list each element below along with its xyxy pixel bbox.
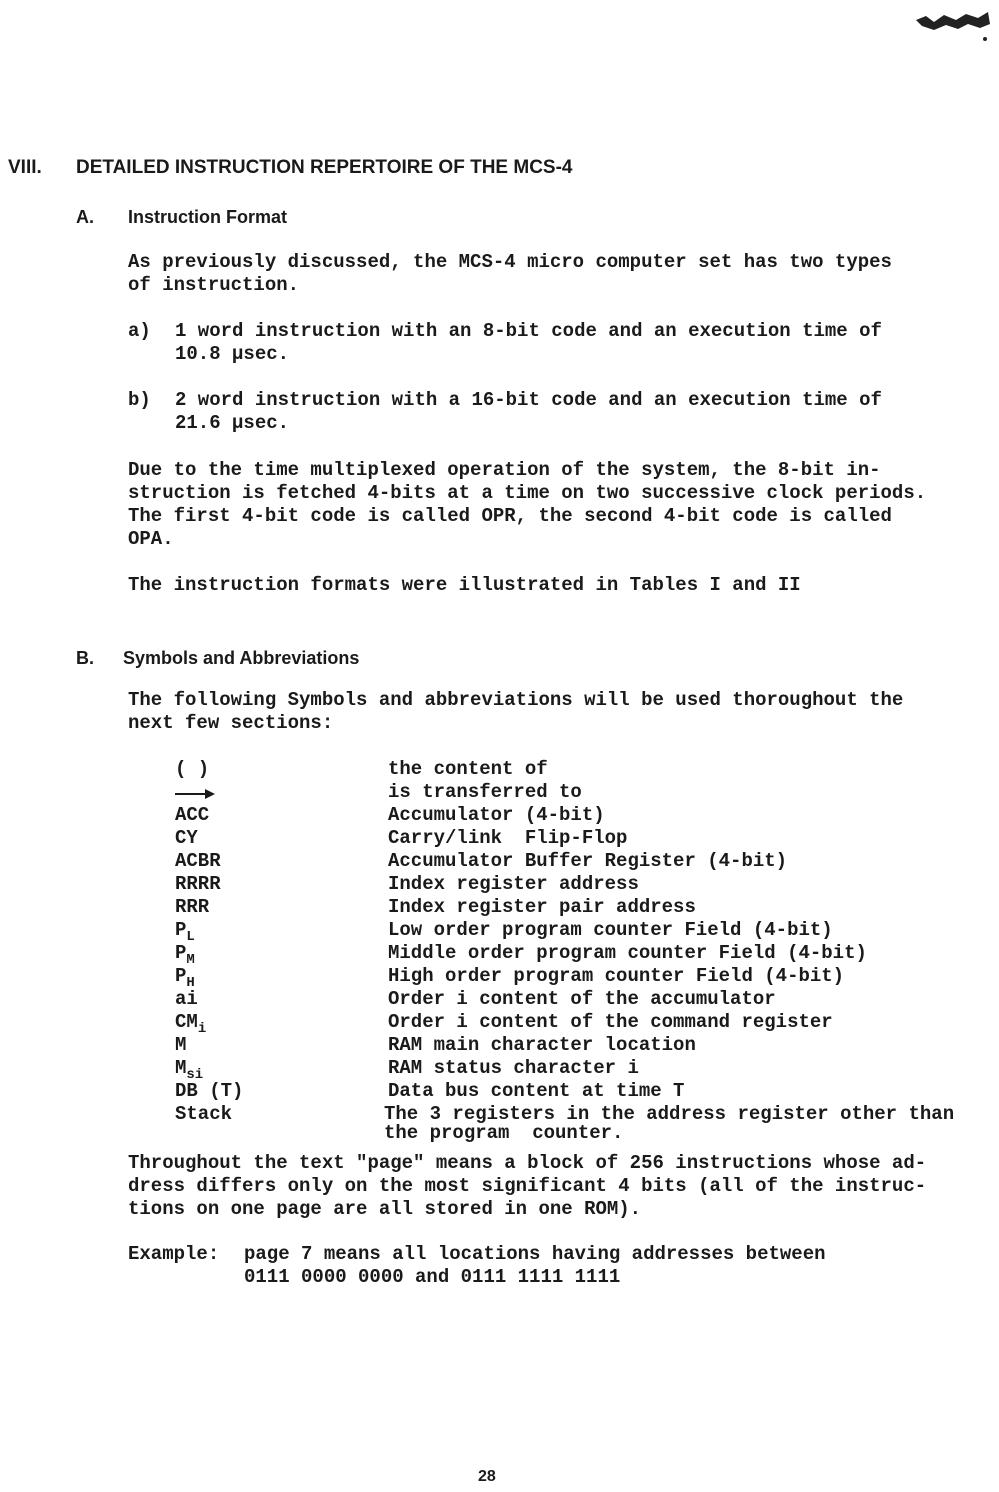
symbol-row xyxy=(0,1103,999,1149)
symbol-meaning: Low order program counter Field (4-bit) xyxy=(388,919,833,941)
paragraph-line: OPA. xyxy=(128,528,174,550)
subsection-b-title: Symbols and Abbreviations xyxy=(123,648,360,668)
symbol-row xyxy=(0,873,999,896)
symbol-meaning: RAM status character i xyxy=(388,1057,639,1079)
symbol-row xyxy=(0,965,999,991)
symbol-meaning: the content of xyxy=(388,758,548,780)
symbol: ACC xyxy=(175,804,210,826)
symbol-meaning: High order program counter Field (4-bit) xyxy=(388,965,845,987)
section-number: VIII. xyxy=(8,157,42,178)
list-item-line: 2 word instruction with a 16-bit code and an execution time of xyxy=(175,389,882,411)
symbol-row xyxy=(0,1057,999,1083)
symbol-row xyxy=(0,827,999,850)
symbol: M xyxy=(175,1034,187,1056)
subsection-a-title: Instruction Format xyxy=(128,207,288,227)
list-item-line: 10.8 µsec. xyxy=(175,343,290,365)
symbol-meaning: is transferred to xyxy=(388,781,582,803)
symbol-meaning-continued: the program counter. xyxy=(384,1122,624,1144)
section-title: DETAILED INSTRUCTION REPERTOIRE OF THE MCS-4 xyxy=(76,157,573,178)
symbol xyxy=(175,942,195,968)
right-arrow-icon xyxy=(175,789,215,799)
symbol xyxy=(175,965,195,991)
paragraph-line: tions on one page are all stored in one ROM). xyxy=(128,1198,642,1220)
symbol-meaning: The 3 registers in the address register other than xyxy=(384,1103,955,1125)
symbol-row xyxy=(0,896,999,919)
symbol-meaning: Accumulator (4-bit) xyxy=(388,804,605,826)
symbol-row xyxy=(0,850,999,873)
symbol-row xyxy=(0,919,999,945)
symbol-base: P xyxy=(175,965,187,987)
list-item-line: 21.6 µsec. xyxy=(175,412,290,434)
symbol-subscript: i xyxy=(197,1021,207,1037)
page-number: 28 xyxy=(478,1468,496,1485)
paragraph-line: dress differs only on the most significant 4 bits (all of the instruc- xyxy=(128,1175,927,1197)
symbol-base: P xyxy=(175,919,187,941)
symbol xyxy=(175,919,195,945)
paragraph-line: Due to the time multiplexed operation of the system, the 8-bit in- xyxy=(128,459,881,481)
paragraph-line: Throughout the text "page" means a block of 256 instructions whose ad- xyxy=(128,1152,927,1174)
symbol-subscript: si xyxy=(186,1067,204,1083)
symbol-row xyxy=(0,942,999,968)
symbol-row xyxy=(0,988,999,1011)
symbol-meaning: RAM main character location xyxy=(388,1034,696,1056)
paragraph-line: The first 4-bit code is called OPR, the second 4-bit code is called xyxy=(128,505,892,527)
symbol: RRR xyxy=(175,896,210,918)
symbol-meaning: Data bus content at time T xyxy=(388,1080,685,1102)
symbol-meaning: Order i content of the command register xyxy=(388,1011,833,1033)
list-marker: a) xyxy=(128,320,151,342)
symbol xyxy=(175,1057,204,1083)
symbol-row xyxy=(0,1011,999,1037)
subsection-a-letter: A. xyxy=(76,207,94,227)
symbol-row xyxy=(0,804,999,827)
symbol-meaning: Index register address xyxy=(388,873,639,895)
symbol-row xyxy=(0,1034,999,1057)
example-line: 0111 0000 0000 and 0111 1111 1111 xyxy=(244,1266,621,1288)
symbol-base: M xyxy=(175,1057,187,1079)
symbol-meaning: Middle order program counter Field (4-bit) xyxy=(388,942,867,964)
symbol-subscript: L xyxy=(186,929,195,945)
intro-line: of instruction. xyxy=(128,274,300,296)
symbol-subscript: M xyxy=(186,952,195,968)
symbol: CY xyxy=(175,827,198,849)
symbol-row xyxy=(0,1080,999,1103)
symbol xyxy=(175,1011,207,1037)
intro-line: next few sections: xyxy=(128,712,334,734)
closing-line: The instruction formats were illustrated in Tables I and II xyxy=(128,574,801,596)
symbol-meaning: Accumulator Buffer Register (4-bit) xyxy=(388,850,788,872)
corner-ink-mark-icon xyxy=(912,6,992,46)
symbol: Stack xyxy=(175,1103,233,1125)
subsection-b-letter: B. xyxy=(76,648,94,668)
symbol: ai xyxy=(175,988,198,1010)
intro-line: The following Symbols and abbreviations will be used thoroughout the xyxy=(128,689,904,711)
paragraph-line: struction is fetched 4-bits at a time on two successive clock periods. xyxy=(128,482,927,504)
symbol-base: P xyxy=(175,942,187,964)
symbol: ( ) xyxy=(175,758,210,780)
symbol-row xyxy=(0,758,999,781)
example-line: page 7 means all locations having addresses between xyxy=(244,1243,826,1265)
symbol-row xyxy=(0,781,999,804)
symbol: ACBR xyxy=(175,850,221,872)
intro-line: As previously discussed, the MCS-4 micro computer set has two types xyxy=(128,251,892,273)
symbol-subscript: H xyxy=(186,975,195,991)
symbol-meaning: Carry/link Flip-Flop xyxy=(388,827,628,849)
list-item-line: 1 word instruction with an 8-bit code and an execution time of xyxy=(175,320,882,342)
list-marker: b) xyxy=(128,389,151,411)
symbol-meaning: Order i content of the accumulator xyxy=(388,988,776,1010)
symbol-meaning: Index register pair address xyxy=(388,896,696,918)
symbol-base: CM xyxy=(175,1011,198,1033)
symbol: DB (T) xyxy=(175,1080,244,1102)
example-label: Example: xyxy=(128,1243,220,1265)
symbol: RRRR xyxy=(175,873,221,895)
